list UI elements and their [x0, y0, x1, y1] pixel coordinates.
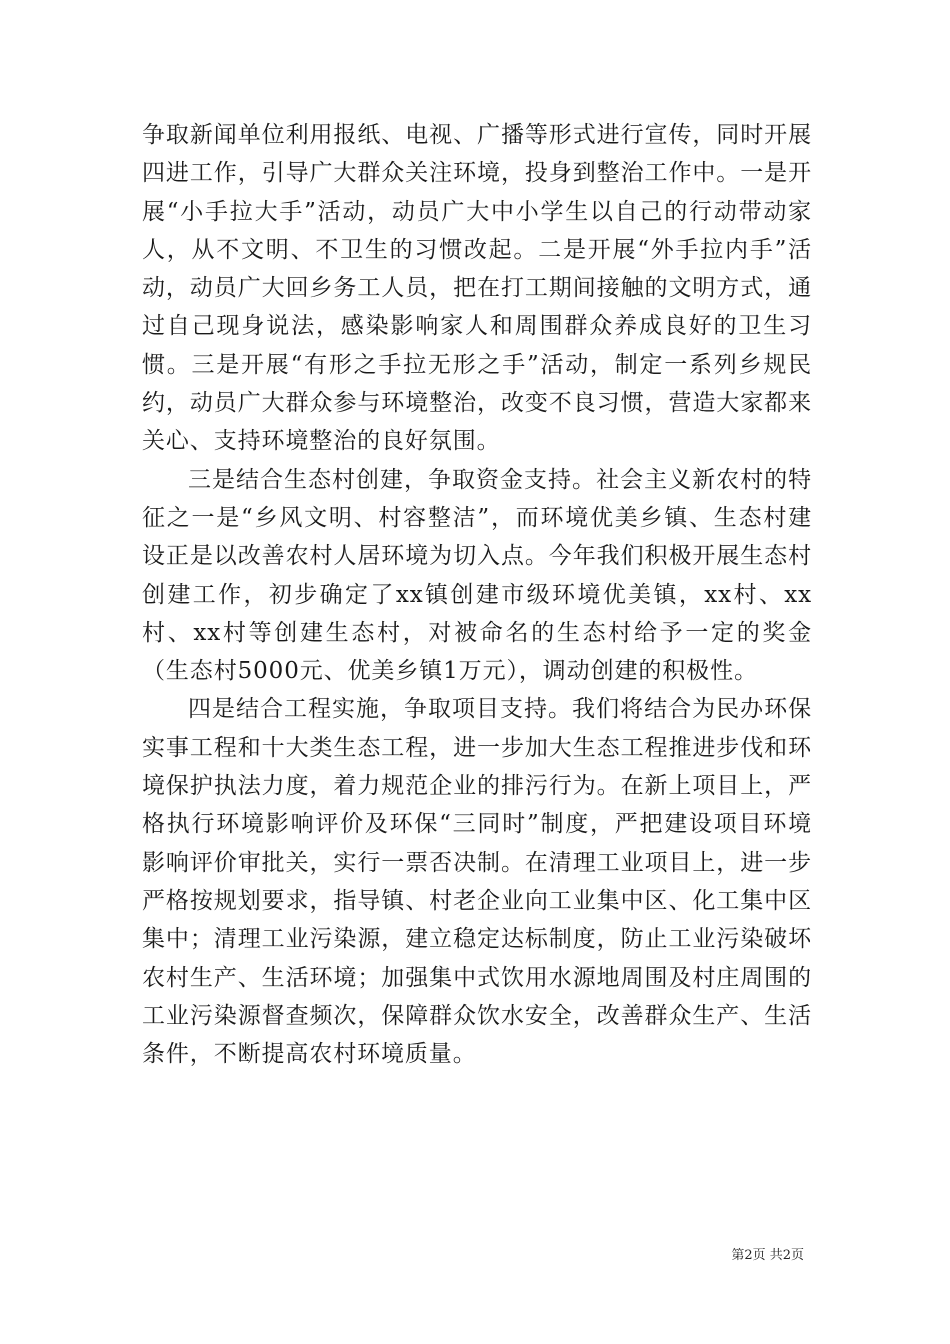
paragraph-continuation: 争取新闻单位利用报纸、电视、广播等形式进行宣传，同时开展四进工作，引导广大群众关注环境，投身到整治工作中。一是开展“小手拉大手”活动，动员广大中小学生以自己的行动带动家人，从不文明、不卫生的习惯改起。二是开展“外手拉内手”活动，动员广大回乡务工人员，把在打工期间接触的文明方式，通过自己现身说法，感染影响家人和周围群众养成良好的卫生习惯。三是开展“有形之手拉无形之手”活动，制定一系列乡规民约，动员广大群众参与环境整治，改变不良习惯，营造大家都来关心、支持环境整治的良好氛围。 — [142, 122, 812, 455]
paragraph-engineering-projects: 四是结合工程实施，争取项目支持。我们将结合为民办环保实事工程和十大类生态工程，进一步加大生态工程推进步伐和环境保护执法力度，着力规范企业的排污行为。在新上项目上，严格执行环境影响评价及环保“三同时”制度，严把建设项目环境影响评价审批关，实行一票否决制。在清理工业项目上，进一步严格按规划要求，指导镇、村老企业向工业集中区、化工集中区集中；清理工业污染源，建立稳定达标制度，防止工业污染破坏农村生产、生活环境；加强集中式饮用水源地周围及村庄周围的工业污染源督查频次，保障群众饮水安全，改善群众生产、生活条件，不断提高农村环境质量。 — [142, 696, 812, 1068]
paragraph-ecological-village: 三是结合生态村创建，争取资金支持。社会主义新农村的特征之一是“乡风文明、村容整洁”，而环境优美乡镇、生态村建设正是以改善农村人居环境为切入点。今年我们积极开展生态村创建工作，初步确定了xx镇创建市级环境优美镇，xx村、xx村、xx村等创建生态村，对被命名的生态村给予一定的奖金（生态村5000元、优美乡镇1万元），调动创建的积极性。 — [142, 466, 812, 685]
document-body — [142, 116, 812, 1073]
page-number-footer: 第2页 共2页 — [731, 1248, 804, 1263]
